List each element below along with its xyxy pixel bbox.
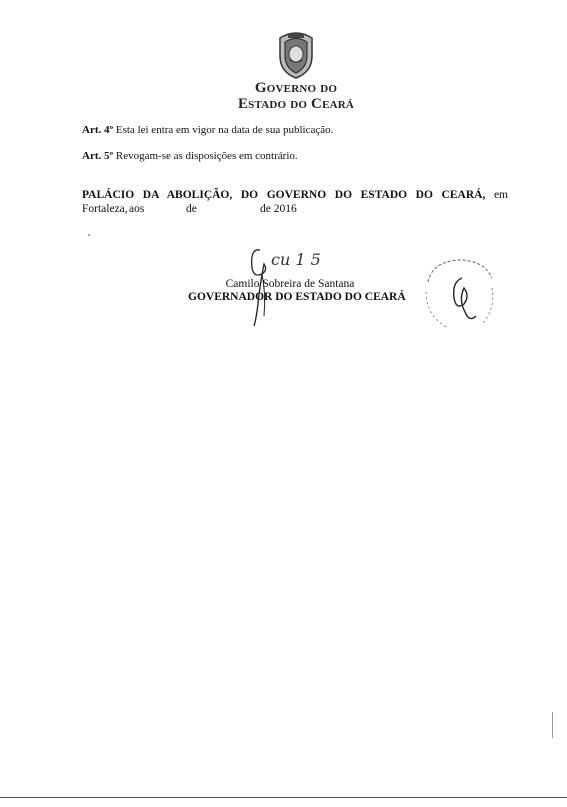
article-4-label: Art. 4º xyxy=(82,124,114,136)
article-5 xyxy=(82,150,298,163)
handwritten-note: cu 1 5 xyxy=(271,250,321,269)
article-4-text: Esta lei entra em vigor na data de sua publicação. xyxy=(113,124,334,136)
government-header xyxy=(200,80,392,112)
official-stamp xyxy=(418,252,500,336)
palace-em: em xyxy=(493,189,509,201)
palace-text: PALÁCIO DA ABOLIÇÃO, DO GOVERNO DO ESTADO DO CEARÁ, xyxy=(82,189,486,201)
governor-name: Camilo Sobreira de Santana xyxy=(225,278,355,290)
closing-aos: aos xyxy=(129,203,145,215)
scan-speck xyxy=(88,234,90,236)
scan-edge-mark xyxy=(552,712,553,738)
closing-year: de 2016 xyxy=(260,203,297,215)
state-crest-icon xyxy=(274,30,318,80)
page-bottom-edge xyxy=(0,797,567,798)
closing-de: de xyxy=(186,203,197,215)
article-4 xyxy=(82,124,333,137)
closing-date-line xyxy=(82,202,382,216)
closing-palace-line xyxy=(82,188,508,202)
header-line-2: Estado do Ceará xyxy=(237,96,355,112)
closing-city: Fortaleza, xyxy=(82,203,128,215)
governor-role: GOVERNADOR DO ESTADO DO CEARÁ xyxy=(188,291,406,303)
article-5-text: Revogam-se as disposições em contrário. xyxy=(113,150,298,162)
header-line-1: Governo do xyxy=(254,80,338,96)
article-5-label: Art. 5º xyxy=(82,150,114,162)
